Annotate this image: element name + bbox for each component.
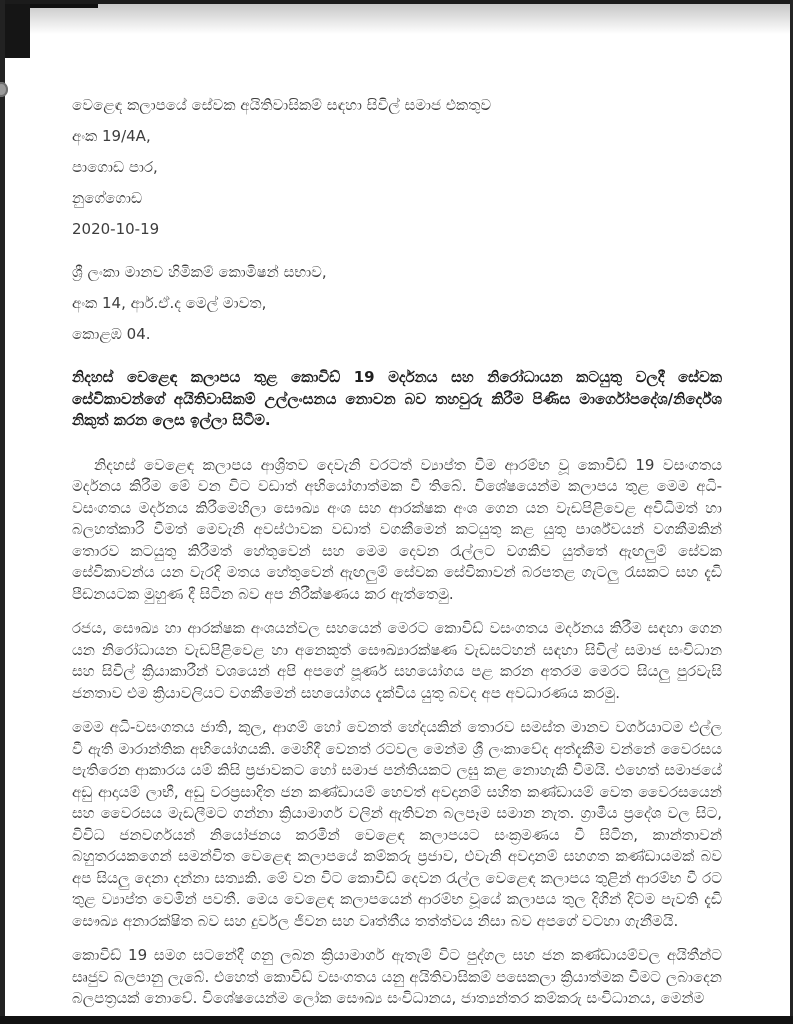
letter-paragraph-4: කොවිඩ් 19 සමග සටනේදී ගනු ලබන ක්‍රියාමාර්ග ඇතැම් විට පුද්ගල සහ ජන කණ්ඩායම්වල අයිතීන්ට සෘජුව බලපානු ලැබේ. එහෙත් කොවිඩ් වසංගතය යනු අයිතිවාසිකම් පසෙකලා ක්‍රියාත්මක වීමට ලබාදෙන බලපත්‍රයක් නොවේ. විශේෂයෙන්ම ලෝක සෞඛ්‍ය සංවිධානය, ජාත්‍යන්තර කම්කරු සංවිධානය, මෙන්ම	[72, 946, 722, 1007]
recipient-organization: ශ්‍රී ලංකා මානව හිමිකම් කොමිෂන් සභාව,	[72, 263, 327, 281]
sender-address-line-2: පාගොඩ පාර,	[72, 158, 158, 176]
letter-content	[72, 90, 722, 1010]
left-edge-notch-artifact	[0, 82, 8, 97]
scan-shadow-gradient	[0, 4, 793, 34]
sender-address-line-1: අංක 19/4A,	[72, 127, 151, 145]
letter-paragraph-1: නිදහස් වෙළෙඳ කලාපය ආශ්‍රිතව දෙවැනි වරටත් ව්‍යාප්ත වීම ආරම්භ වූ කොවිඩ් 19 වසංගතය මර්දනය කිරීම මේ වන විට වඩාත් අභියෝගාත්මක වී තිබේ. විශේෂයෙන්ම කලාපය තුළ මෙම අධි-වසංගතය මර්දනය කිරීමෙහිලා සෞඛ්‍ය අංශ සහ ආරක්ෂක අංශ ගෙන යන වැඩපිළිවෙළ අවිධිමත් හා බලහත්කාරී වීමත් මෙවැනි අවස්ථාවක වඩාත් වගකීමෙන් කටයුතු කළ යුතු පාර්ශ්වයන් වගකීමකින් තොරව කටයුතු කිරීමත් හේතුවෙන් සහ මෙම දෙවන රැල්ලට වගකිව යුත්තේ ඇඟලුම් සේවක සේවිකාවන්ය යන වැරදි මතය හේතුවෙන් ඇඟලුම් සේවක සේවිකාවන් බරපතළ ගැටලු රැසකට සහ දැඩි පීඩනයටක මුහුණ දී සිටින බව අප නිරීක්ෂණය කර ඇත්තෙමු.	[72, 455, 722, 603]
letter-subject: නිදහස් වෙළෙඳ කලාපය තුළ කොවිඩ් 19 මර්දනය සහ නිරෝධායන කටයුතු වලදී සේවක සේවිකාවන්ගේ අයිතිවාසිකම් උල්ලංසනය නොවන බව තහවුරු කිරීම පිණිස මාර්ගෝපදේශ/නිර්දේශ නිකුත් කරන ලෙස ඉල්ලා සිටීම.	[72, 368, 722, 429]
sender-address-block	[72, 90, 722, 245]
recipient-address-block	[72, 257, 722, 350]
scan-edge-top	[0, 0, 793, 4]
letter-paragraph-2: රජය, සෞඛ්‍ය හා ආරක්ෂක අංශයන්වල සහයෙන් මෙරට කොවිඩ් වසංගතය මර්දනය කිරීම සඳහා ගෙන යන නිරෝධායන වැඩපිළිවෙළ හා අනෙකුත් සෞඛ්‍යාරක්ෂණ වැඩසටහන් සඳහා සිවිල් සමාජ සංවිධාන සහ සිවිල් ක්‍රියාකාරීන් වශයෙන් අපි අපගේ පූර්ණ සහයෝගය පළ කරන අතරම මෙරට සියලු පුරවැසි ජනතාව එම ක්‍රියාවලියට වගකීමෙන් සහයෝගය දැක්විය යුතු බවද අප අවධාරණය කරමු.	[72, 619, 722, 702]
letter-date: 2020-10-19	[72, 220, 160, 238]
scan-edge-bottom	[0, 1016, 793, 1024]
sender-organization: වෙළෙඳ කලාපයේ සේවක අයිතිවාසිකම් සඳහා සිවිල් සමාජ එකතුව	[72, 96, 492, 114]
letter-paragraph-3: මෙම අධි-වසංගතය ජාති, කුල, ආගම් හෝ වෙනත් හේදයකින් තොරව සමස්ත මානව වර්ගයාටම එල්ල වී ඇති මාරාන්තික අභියෝගයකි. මෙහිදී වෙනත් රටවල මෙන්ම ශ්‍රී ලංකාවේද අත්දැකීම වන්නේ වෛරසය පැතිරෙන ආකාරය යම් කිසි ප්‍රජාවකට හෝ සමාජ පන්තියකට ලඝු කළ නොහැකි වීමයි. එහෙත් සමාජයේ අඩු ආදායම් ලාභී, අඩු වරප්‍රසාදිත ජන කණ්ඩායම් හෙවත් අවදානම් සහිත කණ්ඩායම් වෙත වෛරසයෙන් සහ වෛරසය මැඩලීමට ගන්නා ක්‍රියාමාර්ග වලින් ඇතිවන බලපෑම සමාන නැත. ග්‍රාමීය ප්‍රදේශ වල සිට, විවිධ ජනවර්ගයන් නියෝජනය කරමින් වෙළෙඳ කලාපයට සංක්‍රමණය වී සිටින, කාන්තාවන් බහුතරයකගෙන් සමන්විත වෙළෙඳ කලාපයේ කම්කරු ප්‍රජාව, එවැනි අවදානම් සහගත කණ්ඩායමක් බව අප සියලු දෙනා දන්නා සත්‍යකි. මේ වන විට කොවිඩ් දෙවන රැල්ල වෙළෙඳ කලාපය තුළින් ආරම්භ වී රට තුළ ව්‍යාප්ත වෙමින් පවතී. මෙය වෙළෙඳ කලාපයෙන් ආරම්භ වූයේ කලාපය තුල දිගින් දිටම පැවති දැඩි සෞඛ්‍ය අනාරක්ෂිත බව සහ දුර්වල ජීවන සහ වෘත්තීය තත්ත්වය නිසා බව අපගේ වටහා ගැනීමයි.	[72, 718, 722, 930]
recipient-address-line-2: කොළඹ 04.	[72, 325, 151, 343]
scan-edge-left	[0, 0, 5, 1024]
sender-address-line-3: නුගේගොඩ	[72, 189, 143, 207]
recipient-address-line-1: අංක 14, ආර්.ඒ.ද මෙල් මාවත,	[72, 294, 267, 312]
